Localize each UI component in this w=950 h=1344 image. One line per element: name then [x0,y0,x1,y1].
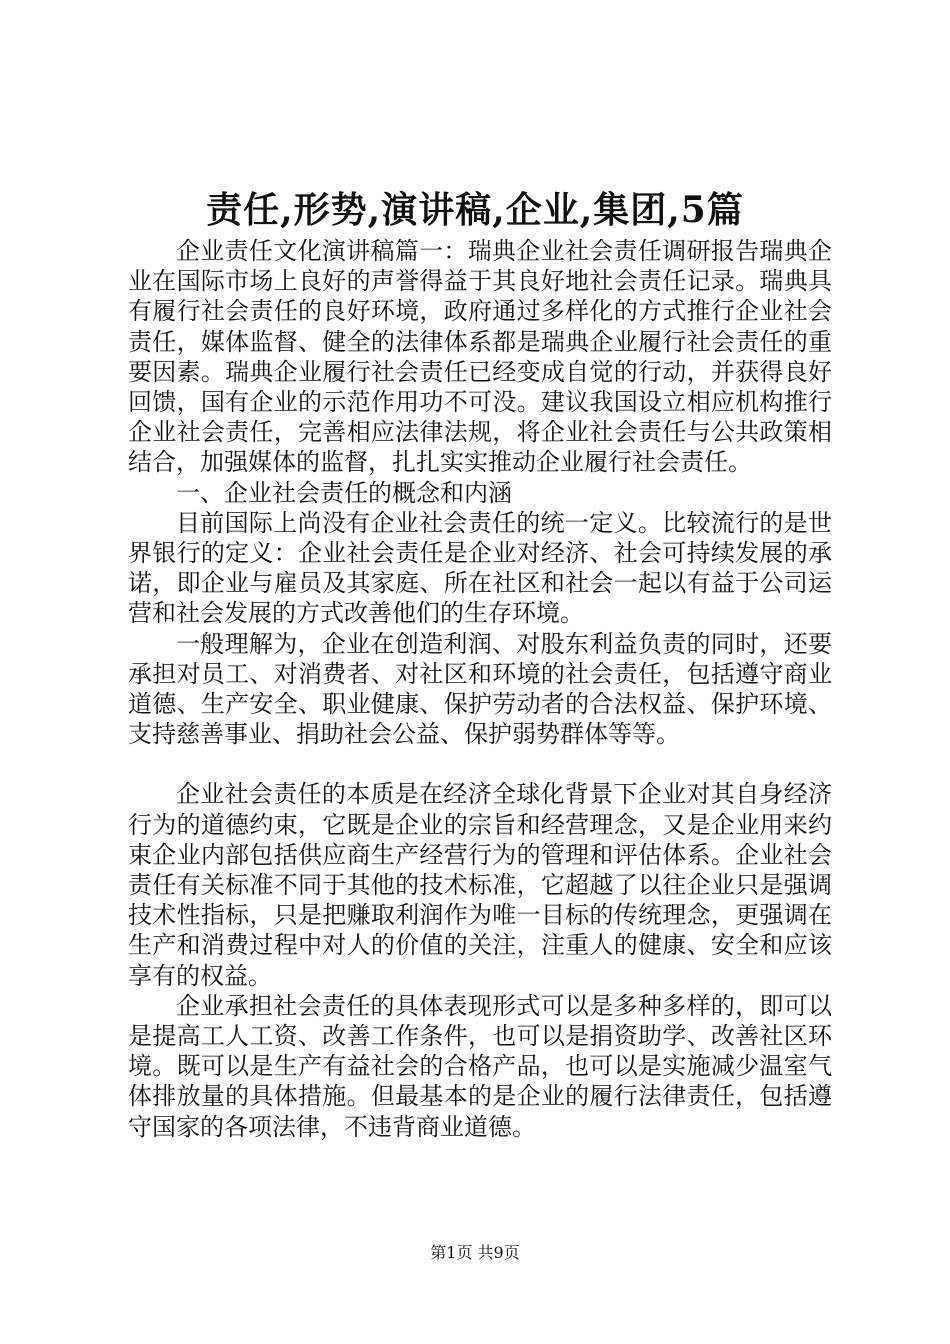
paragraph-general-understanding: 一般理解为，企业在创造利润、对股东利益负责的同时，还要承担对员工、对消费者、对社区和环境的社会责任，包括遵守商业道德、生产安全、职业健康、保护劳动者的合法权益、保护环境、支持慈善事业、捐助社会公益、保护弱势群体等等。 [128,629,832,749]
document-title: 责任,形势,演讲稿,企业,集团,5篇 [206,189,744,231]
paragraph-essence: 企业社会责任的本质是在经济全球化背景下企业对其自身经济行为的道德约束，它既是企业的宗旨和经营理念，又是企业用来约束企业内部包括供应商生产经营行为的管理和评估体系。企业社会责任有关标准不同于其他的技术标准，它超越了以往企业只是强调技术性指标，只是把赚取利润作为唯一目标的传统理念，更强调在生产和消费过程中对人的价值的关注，注重人的健康、安全和应该享有的权益。 [128,780,832,990]
paragraph-intro: 企业责任文化演讲稿篇一：瑞典企业社会责任调研报告瑞典企业在国际市场上良好的声誉得益于其良好地社会责任记录。瑞典具有履行社会责任的良好环境，政府通过多样化的方式推行企业社会责任，媒体监督、健全的法律体系都是瑞典企业履行社会责任的重要因素。瑞典企业履行社会责任已经变成自觉的行动，并获得良好回馈，国有企业的示范作用功不可没。建议我国设立相应机构推行企业社会责任，完善相应法律法规，将企业社会责任与公共政策相结合，加强媒体的监督，扎扎实实推动企业履行社会责任。 [128,237,832,477]
document-body [128,236,832,1142]
page-footer: 第1页 共9页 [430,1243,520,1262]
paragraph-definition: 目前国际上尚没有企业社会责任的统一定义。比较流行的是世界银行的定义：企业社会责任是企业对经济、社会可持续发展的承诺，即企业与雇员及其家庭、所在社区和社会一起以有益于公司运营和社会发展的方式改善他们的生存环境。 [128,508,832,628]
section-heading: 一、企业社会责任的概念和内涵 [176,478,512,507]
paragraph-forms: 企业承担社会责任的具体表现形式可以是多种多样的，即可以是提高工人工资、改善工作条件，也可以是捐资助学、改善社区环境。既可以是生产有益社会的合格产品，也可以是实施减少温室气体排放量的具体措施。但最基本的是企业的履行法律责任，包括遵守国家的各项法律，不违背商业道德。 [128,991,832,1141]
